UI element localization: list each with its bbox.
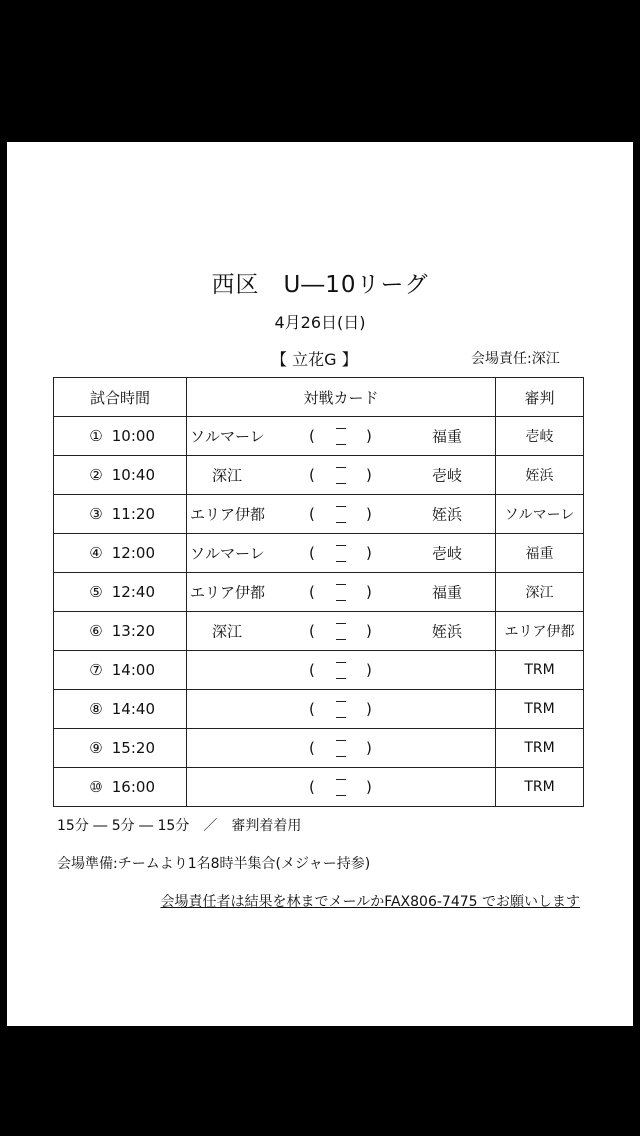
away-team: 壱岐 [432,466,463,485]
table-row [54,534,584,573]
score-blank [336,657,348,683]
referee-cell: 壱岐 [496,417,584,456]
match-time-cell [54,612,187,651]
match-number: ② [89,466,103,484]
score-blank [336,540,348,566]
table-row [54,495,584,534]
match-number: ⑦ [89,661,103,679]
match-time-cell [54,495,187,534]
table-row [54,690,584,729]
match-time-cell [54,729,187,768]
score-open-paren: ( [309,622,315,640]
match-schedule-table [53,377,584,807]
match-time-cell [54,690,187,729]
score-blank [336,501,348,527]
score-close-paren: ) [366,544,372,562]
score-close-paren: ) [366,427,372,445]
score-close-paren: ) [366,466,372,484]
match-card-cell [187,690,496,729]
table-row [54,729,584,768]
match-time: 14:40 [111,700,155,718]
score-open-paren: ( [309,700,315,718]
header-match: 対戦カード [187,378,496,417]
referee-cell: 深江 [496,573,584,612]
home-team: ソルマーレ [190,544,265,563]
score-blank [336,696,348,722]
score-open-paren: ( [309,661,315,679]
match-number: ① [89,427,103,445]
score-blank [336,462,348,488]
match-time: 12:00 [111,544,155,562]
home-team: エリア伊都 [190,583,266,602]
table-row [54,456,584,495]
match-time: 14:00 [111,661,155,679]
referee-cell: 姪浜 [496,456,584,495]
score-blank [336,423,348,449]
table-row [54,417,584,456]
match-number: ④ [89,544,103,562]
match-card-cell [187,768,496,807]
score-close-paren: ) [366,778,372,796]
match-time: 11:20 [111,505,155,523]
match-number: ⑤ [89,583,103,601]
referee-cell: TRM [496,690,584,729]
referee-cell: ソルマーレ [496,495,584,534]
match-time-cell [54,534,187,573]
table-header-row [54,378,584,417]
home-team: ソルマーレ [190,427,265,446]
score-open-paren: ( [309,778,315,796]
match-time-cell [54,768,187,807]
header-time: 試合時間 [54,378,187,417]
match-time: 16:00 [111,778,155,796]
referee-cell: TRM [496,768,584,807]
referee-cell: エリア伊都 [496,612,584,651]
score-close-paren: ) [366,583,372,601]
home-team: エリア伊都 [190,505,266,524]
away-team: 壱岐 [432,544,463,563]
score-blank [336,579,348,605]
match-card-cell [187,534,496,573]
match-number: ⑧ [89,700,103,718]
score-open-paren: ( [309,583,315,601]
score-blank [336,735,348,761]
referee-cell: 福重 [496,534,584,573]
match-card-cell [187,456,496,495]
match-time: 10:40 [111,466,155,484]
venue-manager: 会場責任:深江 [471,351,560,367]
match-format-note: 15分 ― 5分 ― 15分 ／ 審判着着用 [57,818,302,834]
match-time: 10:00 [111,427,155,445]
match-time-cell [54,417,187,456]
match-card-cell [187,729,496,768]
score-close-paren: ) [366,622,372,640]
table-row [54,651,584,690]
match-card-cell [187,495,496,534]
score-close-paren: ) [366,700,372,718]
match-date: 4月26日(日) [274,313,366,332]
result-report-note: 会場責任者は結果を林までメールかFAX806-7475 でお願いします [160,894,580,910]
referee-cell: TRM [496,729,584,768]
away-team: 福重 [432,583,463,602]
match-card-cell [187,651,496,690]
home-team: 深江 [212,466,243,485]
match-card-cell [187,573,496,612]
away-team: 福重 [432,427,463,446]
score-close-paren: ) [366,739,372,757]
venue-label: 【 立花G 】 [271,350,358,369]
document-title: 西区 U―10リーグ [211,272,429,298]
match-time-cell [54,651,187,690]
header-referee: 審判 [496,378,584,417]
venue-prep-note: 会場準備:チームより1名8時半集合(メジャー持参) [57,856,371,872]
away-team: 姪浜 [432,622,463,641]
table-row [54,768,584,807]
score-blank [336,774,348,800]
schedule-document [7,142,633,1026]
match-time-cell [54,456,187,495]
match-time: 13:20 [111,622,155,640]
referee-cell: TRM [496,651,584,690]
away-team: 姪浜 [432,505,463,524]
score-open-paren: ( [309,739,315,757]
match-time: 15:20 [111,739,155,757]
score-open-paren: ( [309,505,315,523]
score-open-paren: ( [309,544,315,562]
score-open-paren: ( [309,427,315,445]
match-number: ⑥ [89,622,103,640]
match-number: ③ [89,505,103,523]
score-close-paren: ) [366,505,372,523]
match-number: ⑨ [89,739,103,757]
match-time-cell [54,573,187,612]
score-blank [336,618,348,644]
match-card-cell [187,417,496,456]
score-open-paren: ( [309,466,315,484]
match-time: 12:40 [111,583,155,601]
table-row [54,612,584,651]
match-card-cell [187,612,496,651]
score-close-paren: ) [366,661,372,679]
match-number: ⑩ [89,778,103,796]
table-row [54,573,584,612]
home-team: 深江 [212,622,243,641]
